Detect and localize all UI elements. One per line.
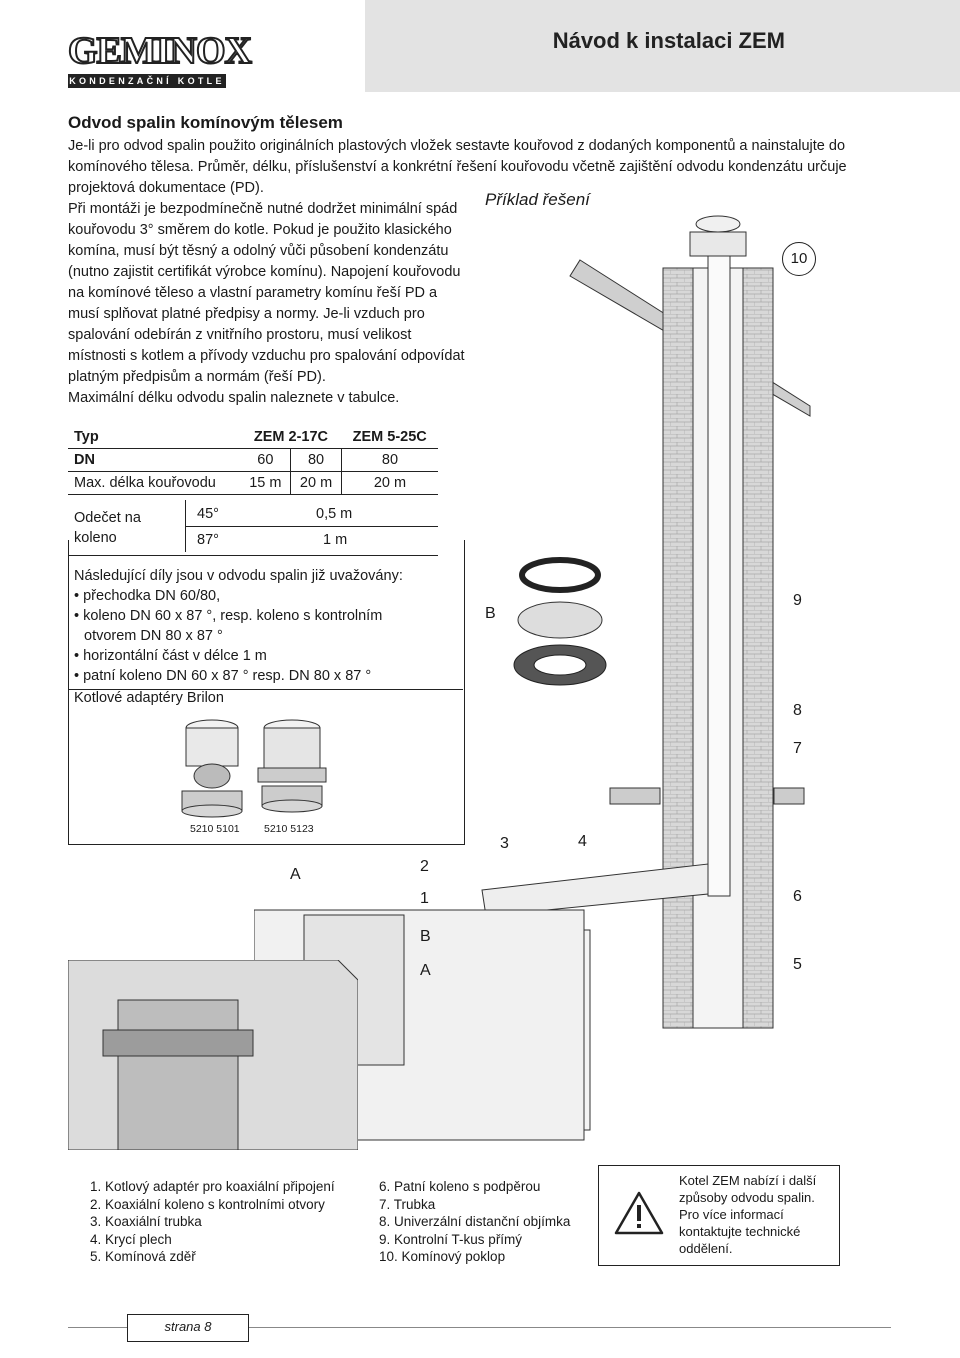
col-zem2: ZEM 2-17C (241, 426, 342, 449)
label-10: 10 (782, 242, 816, 276)
intro-paragraph (68, 136, 858, 199)
legend-item: 10. Komínový poklop (379, 1249, 506, 1264)
example-label: Příklad řešení (485, 190, 590, 209)
connection-detail (68, 960, 358, 1150)
deduct-45-angle: 45° (197, 506, 219, 522)
legend-item: 1. Kotlový adaptér pro koaxiální připojení (90, 1179, 335, 1194)
label-1: 1 (420, 890, 429, 907)
deduct-label-line: Odečet na (74, 510, 141, 526)
page-number: strana 8 (164, 1319, 212, 1334)
max-length-value: 20 m (341, 472, 438, 495)
list-item: • koleno DN 60 x 87 °, resp. koleno s kontrolním (74, 608, 383, 624)
max-length-note: Maximální délku odvodu spalin naleznete v tabulce. (68, 390, 400, 406)
legend-item: 6. Patní koleno s podpěrou (379, 1179, 541, 1194)
dn-value: 80 (291, 449, 342, 472)
legend-item: 7. Trubka (379, 1196, 436, 1212)
label-2: 2 (420, 858, 429, 875)
legend-item: 2. Koaxiální koleno s kontrolními otvory (90, 1196, 325, 1212)
col-zem5: ZEM 5-25C (341, 426, 438, 449)
legend-item: 3. Koaxiální trubka (90, 1214, 202, 1229)
dn-value: 60 (241, 449, 291, 472)
label-4: 4 (578, 833, 587, 850)
deduct-45-value: 0,5 m (316, 506, 353, 522)
label-A2: A (420, 962, 431, 979)
label-B: B (485, 605, 496, 622)
geminox-logo (68, 28, 251, 88)
col-typ: Typ (68, 426, 241, 449)
legend-right (379, 1178, 570, 1266)
section-heading: Odvod spalin komínovým tělesem (68, 113, 343, 132)
list-item: • patní koleno DN 60 x 87 ° resp. DN 80 x 87 ° (74, 668, 372, 684)
chimney-cap (690, 232, 746, 256)
page-number-box (127, 1314, 249, 1342)
max-length-value: 15 m (241, 472, 291, 495)
label-3: 3 (500, 835, 509, 852)
max-length-value: 20 m (291, 472, 342, 495)
adapter-5210-5101 (182, 720, 242, 817)
legend-item: 4. Krycí plech (90, 1231, 172, 1247)
chimney-wall-right (743, 268, 773, 1028)
chimney-wall-left (663, 268, 693, 1028)
deduct-87-value: 1 m (323, 532, 348, 548)
deduct-87-angle: 87° (197, 532, 219, 548)
max-length-label: Max. délka kouřovodu (68, 472, 241, 495)
label-6: 6 (793, 888, 802, 905)
dn-value: 80 (341, 449, 438, 472)
intro-text: Je-li pro odvod spalin použito originálních plastových vložek sestavte kouřovod z dodaných komponentů a nainstalujte do komínového tělesa. Průměr, délku, příslušenství a konkrétní řešení kouřovodu včetně zajištění odvodu kondenzátu určuje projektová dokumentace (PD). (68, 138, 847, 196)
list-item: • přechodka DN 60/80, (74, 588, 221, 604)
legend-item: 9. Kontrolní T-kus přímý (379, 1231, 523, 1247)
adapters-title: Kotlové adaptéry Brilon (74, 690, 224, 706)
deduct-label-line: koleno (74, 530, 117, 546)
logo-wordmark: GEMINOX (68, 30, 251, 72)
flue-pipe (708, 256, 730, 896)
legend-left (90, 1178, 335, 1266)
logo-subtitle: KONDENZAČNÍ KOTLE (69, 76, 225, 86)
legend-item: 5. Komínová zděř (90, 1249, 196, 1264)
legend-item: 8. Univerzální distanční objímka (379, 1214, 571, 1229)
label-8: 8 (793, 702, 802, 719)
included-title: Následující díly jsou v odvodu spalin již uvažovány: (74, 568, 403, 584)
warning-text: Kotel ZEM nabízí i další způsoby odvodu spalin. Pro více informací kontaktujte technické oddělení. (679, 1173, 817, 1256)
body-text: Při montáži je bezpodmínečně nutné dodržet minimální spád kouřovodu 3° směrem do kotle. Pokud je použito klasického komína, musí být těsný a odolný vůči působení kondenzátu (nutno zajistit certifikát výrobce komínu). Napojení kouřovodu na komínové těleso a vlastní parametry komínu řeší PD a musí splňovat platné předpisy a normy. Je-li vzduch pro spalování odebírán z vnitřního prostoru, musí velikost místnosti s kotlem a přívody vzduchu pro spalování odpovídat platným předpisům a normám (řeší PD). (68, 201, 465, 385)
adapter-code: 5210 5123 (264, 823, 314, 835)
label-7: 7 (793, 740, 802, 757)
label-A: A (290, 866, 301, 883)
dn-label: DN (68, 449, 241, 472)
label-9: 9 (793, 592, 802, 609)
list-item: otvorem DN 80 x 87 ° (84, 628, 223, 644)
page-title: Návod k instalaci ZEM (552, 28, 785, 53)
label-5: 5 (793, 956, 802, 973)
label-B2: B (420, 928, 431, 945)
list-item: • horizontální část v délce 1 m (74, 648, 267, 664)
warning-icon (614, 1190, 664, 1236)
adapter-code: 5210 5101 (190, 823, 240, 835)
